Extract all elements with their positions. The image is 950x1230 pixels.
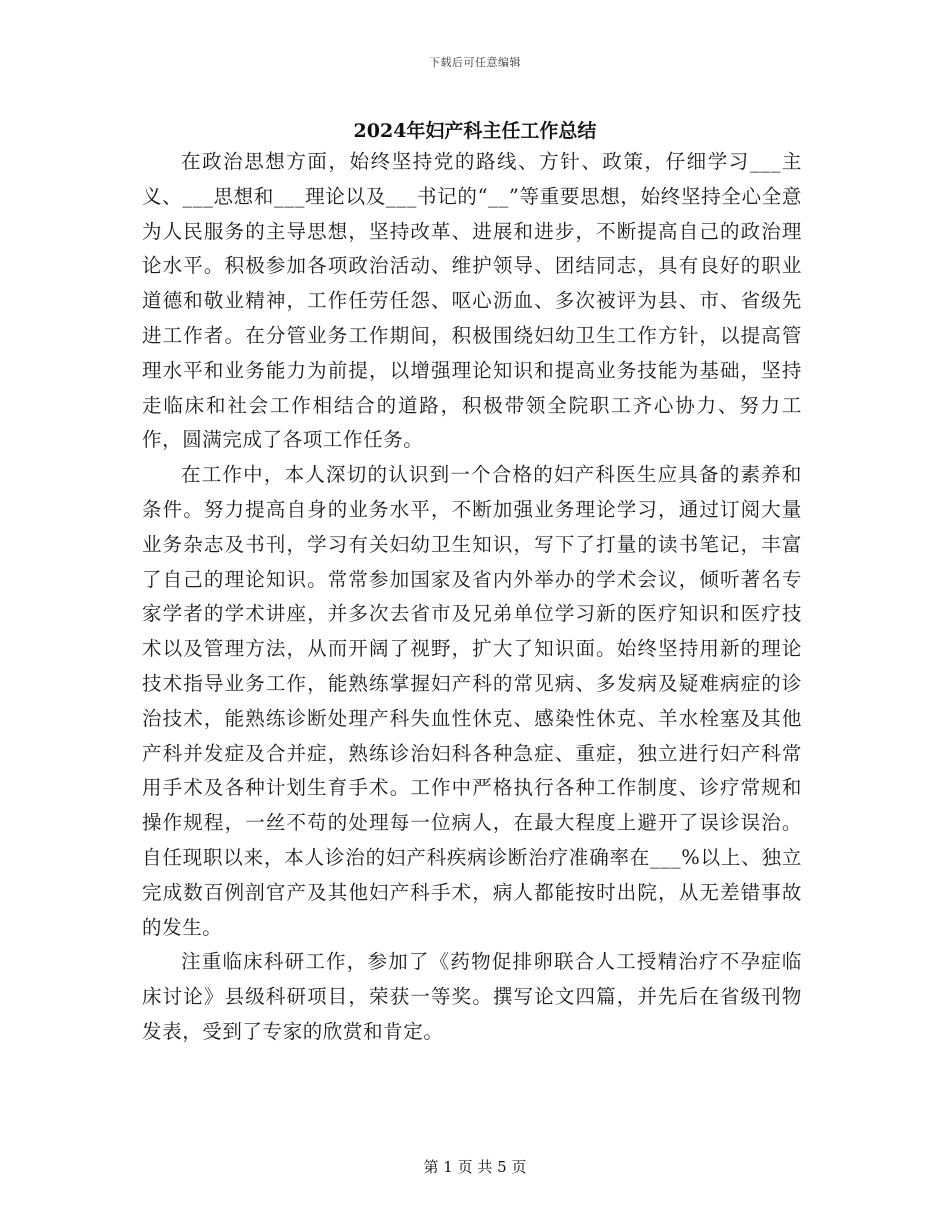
document-title: 2024年妇产科主任工作总结	[353, 120, 597, 142]
header-note: 下载后可任意编辑	[429, 56, 521, 69]
paragraph-work: 在工作中，本人深切的认识到一个合格的妇产科医生应具备的素养和条件。努力提高自身的业务水平，不断加强业务理论学习，通过订阅大量业务杂志及书刊，学习有关妇幼卫生知识，写下了打量的读书笔记，丰富了自己的理论知识。常常参加国家及省内外举办的学术会议，倾听著名专家学者的学术讲座，并多次去省市及兄弟单位学习新的医疗知识和医疗技术以及管理方法，从而开阔了视野，扩大了知识面。始终坚持用新的理论技术指导业务工作，能熟练掌握妇产科的常见病、多发病及疑难病症的诊治技术，能熟练诊断处理产科失血性休克、感染性休克、羊水栓塞及其他产科并发症及合并症，熟练诊治妇科各种急症、重症，独立进行妇产科常用手术及各种计划生育手术。工作中严格执行各种工作制度、诊疗常规和操作规程，一丝不苟的处理每一位病人，在最大程度上避开了误诊误治。自任现职以来，本人诊治的妇产科疾病诊断治疗准确率在___%以上、独立完成数百例剖官产及其他妇产科手术，病人都能按时出院，从无差错事故的发生。	[142, 463, 802, 939]
document-body	[142, 145, 802, 1050]
paragraph-political: 在政治思想方面，始终坚持党的路线、方针、政策，仔细学习___主义、___思想和___理论以及___书记的“__”等重要思想，始终坚持全心全意为人民服务的主导思想，坚持改革、进展和进步，不断提高自己的政治理论水平。积极参加各项政治活动、维护领导、团结同志，具有良好的职业道德和敬业精神，工作任劳任怨、呕心沥血、多次被评为县、市、省级先进工作者。在分管业务工作期间，积极围绕妇幼卫生工作方针，以提高管理水平和业务能力为前提，以增强理论知识和提高业务技能为基础，坚持走临床和社会工作相结合的道路，积极带领全院职工齐心协力、努力工作，圆满完成了各项工作任务。	[142, 150, 802, 452]
page-number: 第 1 页 共 5 页	[423, 1158, 527, 1176]
paragraph-research: 注重临床科研工作，参加了《药物促排卵联合人工授精治疗不孕症临床讨论》县级科研项目，荣获一等奖。撰写论文四篇，并先后在省级刊物发表，受到了专家的欣赏和肯定。	[142, 950, 802, 1043]
